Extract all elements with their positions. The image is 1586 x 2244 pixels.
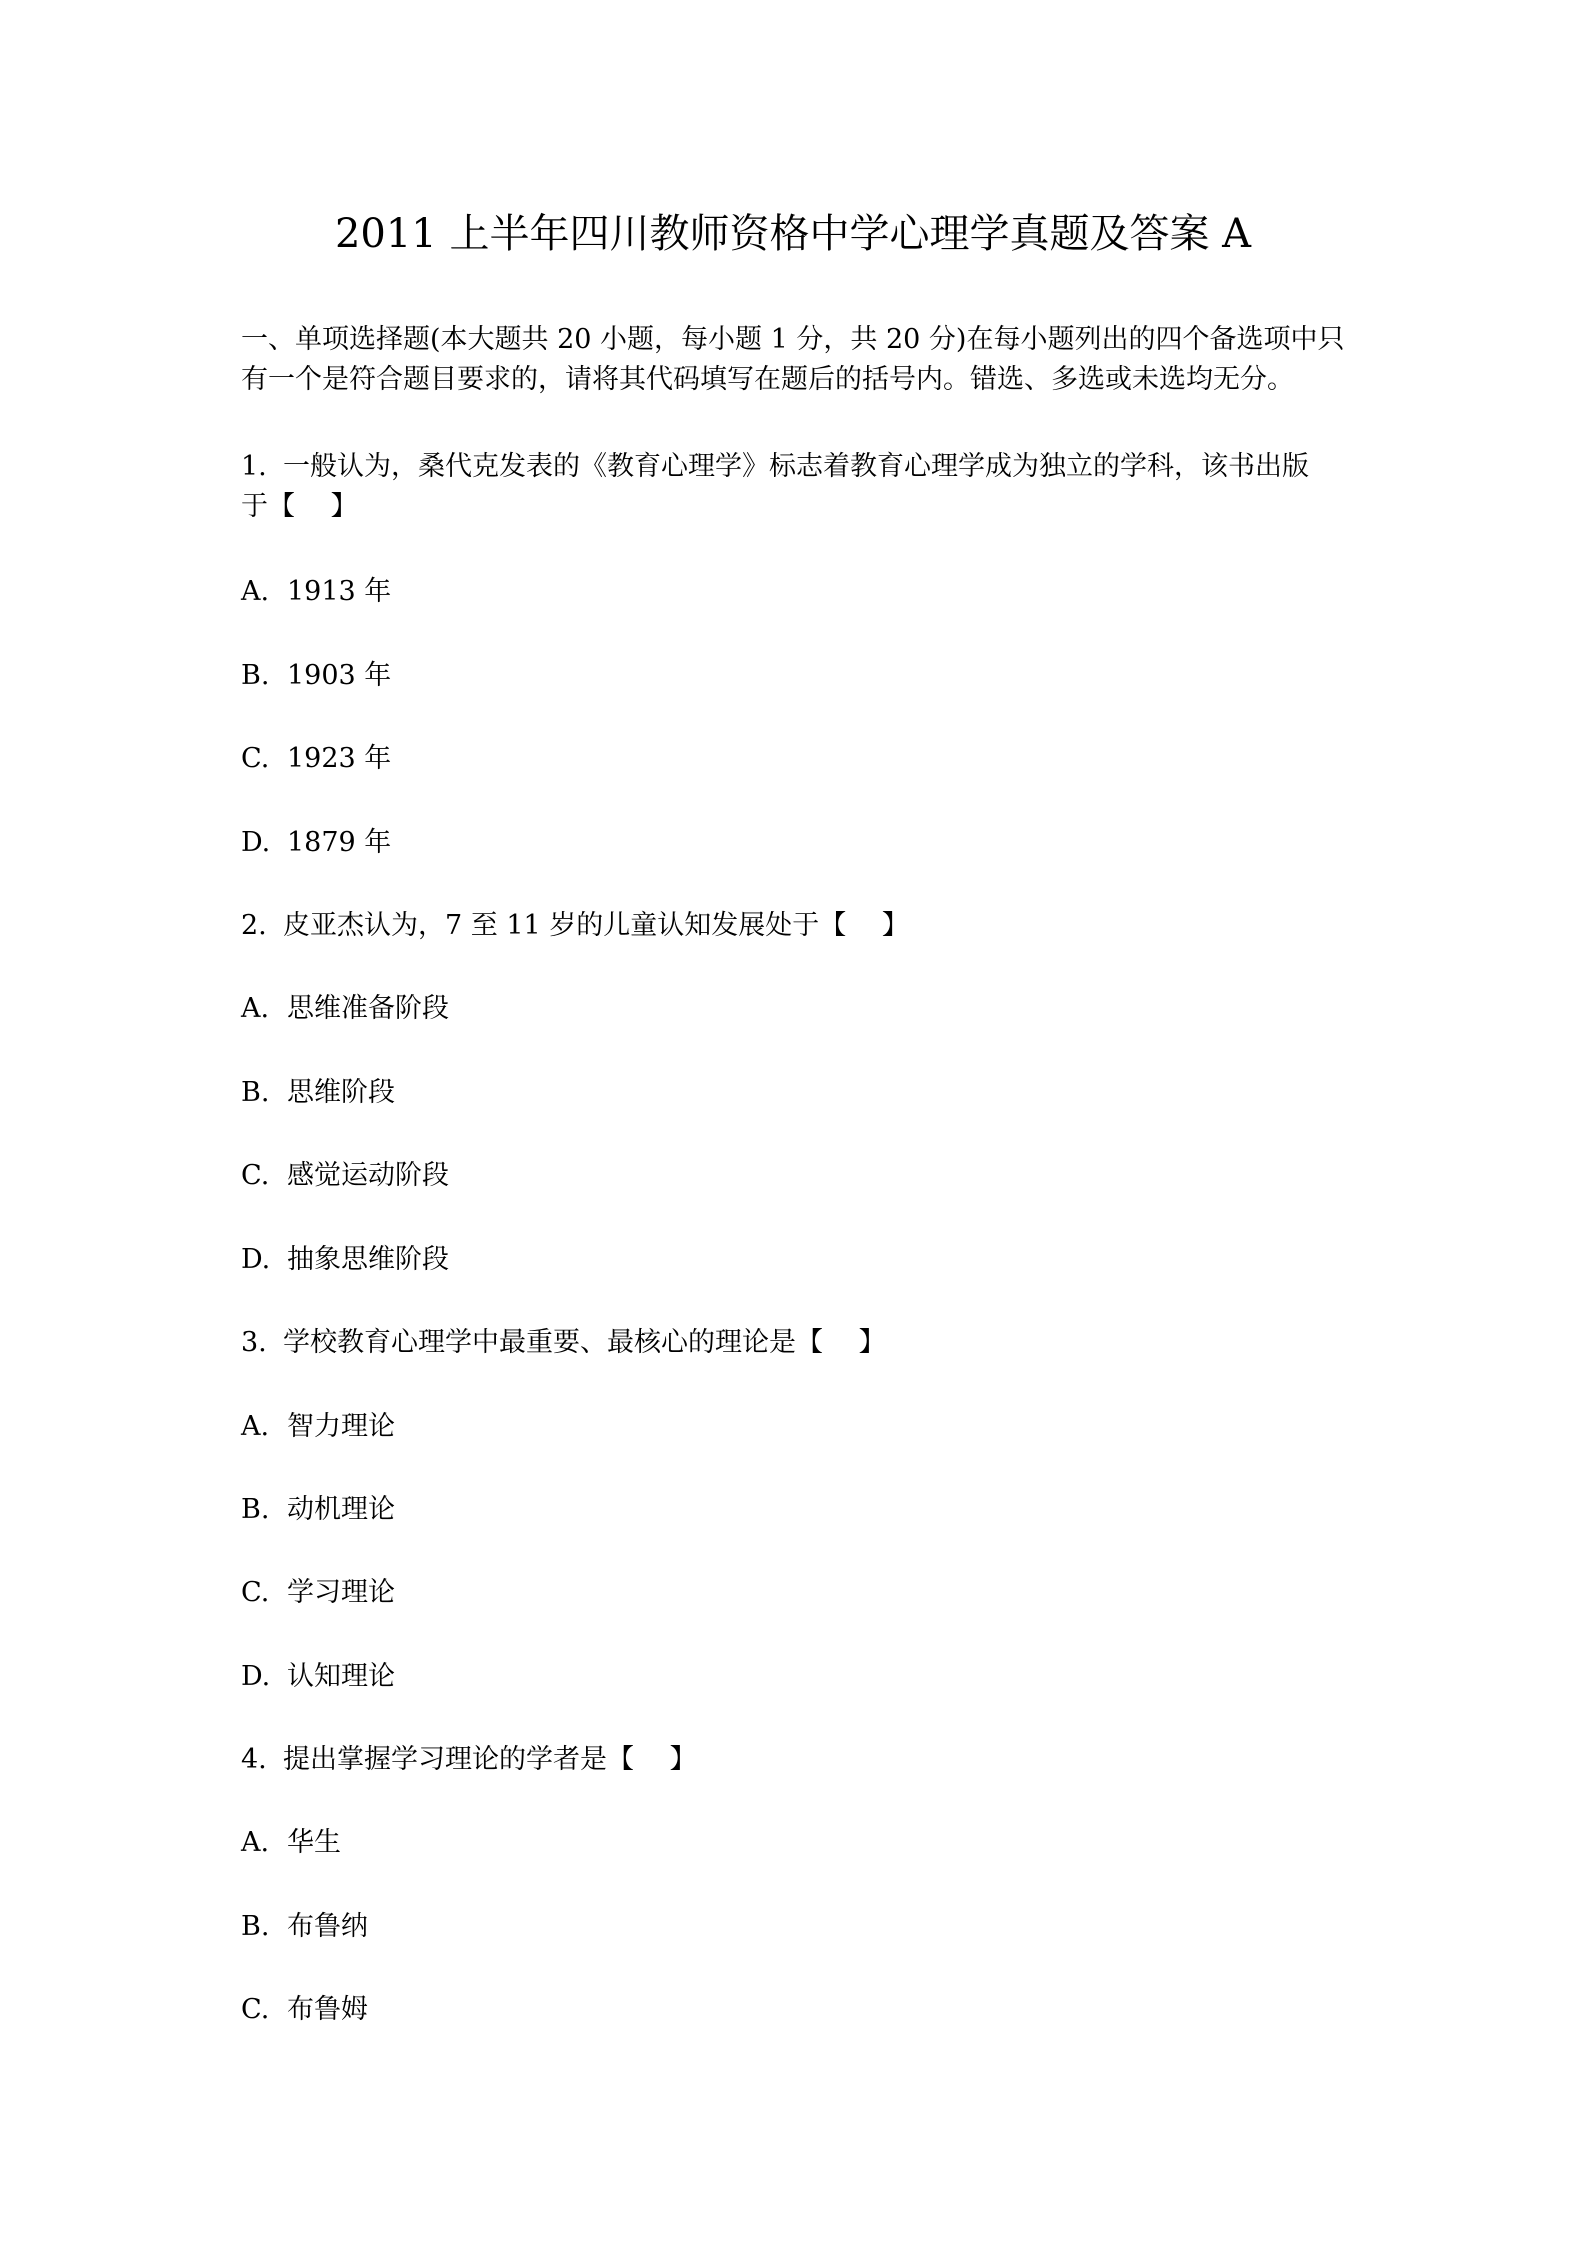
option-letter: C.	[241, 1577, 270, 1608]
option-letter: D.	[241, 1244, 271, 1275]
option-text: 智力理论	[287, 1411, 395, 1442]
document-title: 2011 上半年四川教师资格中学心理学真题及答案 A	[334, 211, 1252, 257]
question-2-option-b	[241, 1073, 395, 1113]
option-text: 1903 年	[287, 660, 392, 691]
question-1-option-d	[241, 823, 391, 863]
option-letter: B.	[241, 1494, 270, 1525]
section-instructions-line-1: 一、单项选择题(本大题共 20 小题，每小题 1 分，共 20 分)在每小题列出的四个备选项中只	[241, 324, 1345, 355]
option-letter: B.	[241, 1077, 270, 1108]
question-text: 学校教育心理学中最重要、最核心的理论是【 】	[283, 1327, 886, 1358]
option-letter: A.	[241, 576, 270, 607]
option-text: 动机理论	[287, 1494, 395, 1525]
option-text: 学习理论	[287, 1577, 395, 1608]
question-text: 一般认为，桑代克发表的《教育心理学》标志着教育心理学成为独立的学科，该书出版	[283, 451, 1309, 482]
question-2-option-a	[241, 989, 449, 1029]
option-text: 布鲁姆	[287, 1994, 368, 2025]
question-3	[241, 1323, 886, 1363]
option-text: 感觉运动阶段	[287, 1160, 449, 1191]
question-1	[241, 447, 1309, 487]
option-letter: B.	[241, 1911, 270, 1942]
question-text: 皮亚杰认为，7 至 11 岁的儿童认知发展处于【 】	[283, 910, 909, 941]
option-letter: C.	[241, 743, 270, 774]
option-letter: A.	[241, 1411, 270, 1442]
question-1-option-b	[241, 656, 391, 696]
option-text: 认知理论	[287, 1661, 395, 1692]
question-1-option-a	[241, 572, 391, 612]
question-2-option-d	[241, 1240, 449, 1280]
question-number: 2.	[241, 910, 267, 941]
question-number: 3.	[241, 1327, 267, 1358]
option-text: 抽象思维阶段	[287, 1244, 449, 1275]
option-text: 华生	[287, 1827, 341, 1858]
option-letter: A.	[241, 993, 270, 1024]
section-instructions-line-2: 有一个是符合题目要求的，请将其代码填写在题后的括号内。错选、多选或未选均无分。	[241, 364, 1294, 395]
option-letter: C.	[241, 1160, 270, 1191]
option-text: 1913 年	[287, 576, 392, 607]
option-text: 思维准备阶段	[287, 993, 449, 1024]
question-text: 提出掌握学习理论的学者是【 】	[283, 1744, 697, 1775]
option-text: 1879 年	[287, 827, 392, 858]
question-3-option-c	[241, 1573, 395, 1613]
question-number: 4.	[241, 1744, 267, 1775]
option-letter: B.	[241, 660, 270, 691]
question-4	[241, 1740, 697, 1780]
option-letter: A.	[241, 1827, 270, 1858]
question-4-option-b	[241, 1907, 368, 1947]
option-text: 思维阶段	[287, 1077, 395, 1108]
question-number: 1.	[241, 451, 267, 482]
question-4-option-c	[241, 1990, 368, 2030]
question-2	[241, 906, 909, 946]
option-text: 布鲁纳	[287, 1911, 368, 1942]
option-letter: D.	[241, 827, 271, 858]
question-3-option-b	[241, 1490, 395, 1530]
option-letter: D.	[241, 1661, 271, 1692]
question-1-line-2: 于【 】	[241, 491, 358, 522]
option-text: 1923 年	[287, 743, 392, 774]
question-4-option-a	[241, 1823, 341, 1863]
question-3-option-d	[241, 1657, 395, 1697]
question-2-option-c	[241, 1156, 449, 1196]
question-1-option-c	[241, 739, 391, 779]
option-letter: C.	[241, 1994, 270, 2025]
question-3-option-a	[241, 1407, 395, 1447]
